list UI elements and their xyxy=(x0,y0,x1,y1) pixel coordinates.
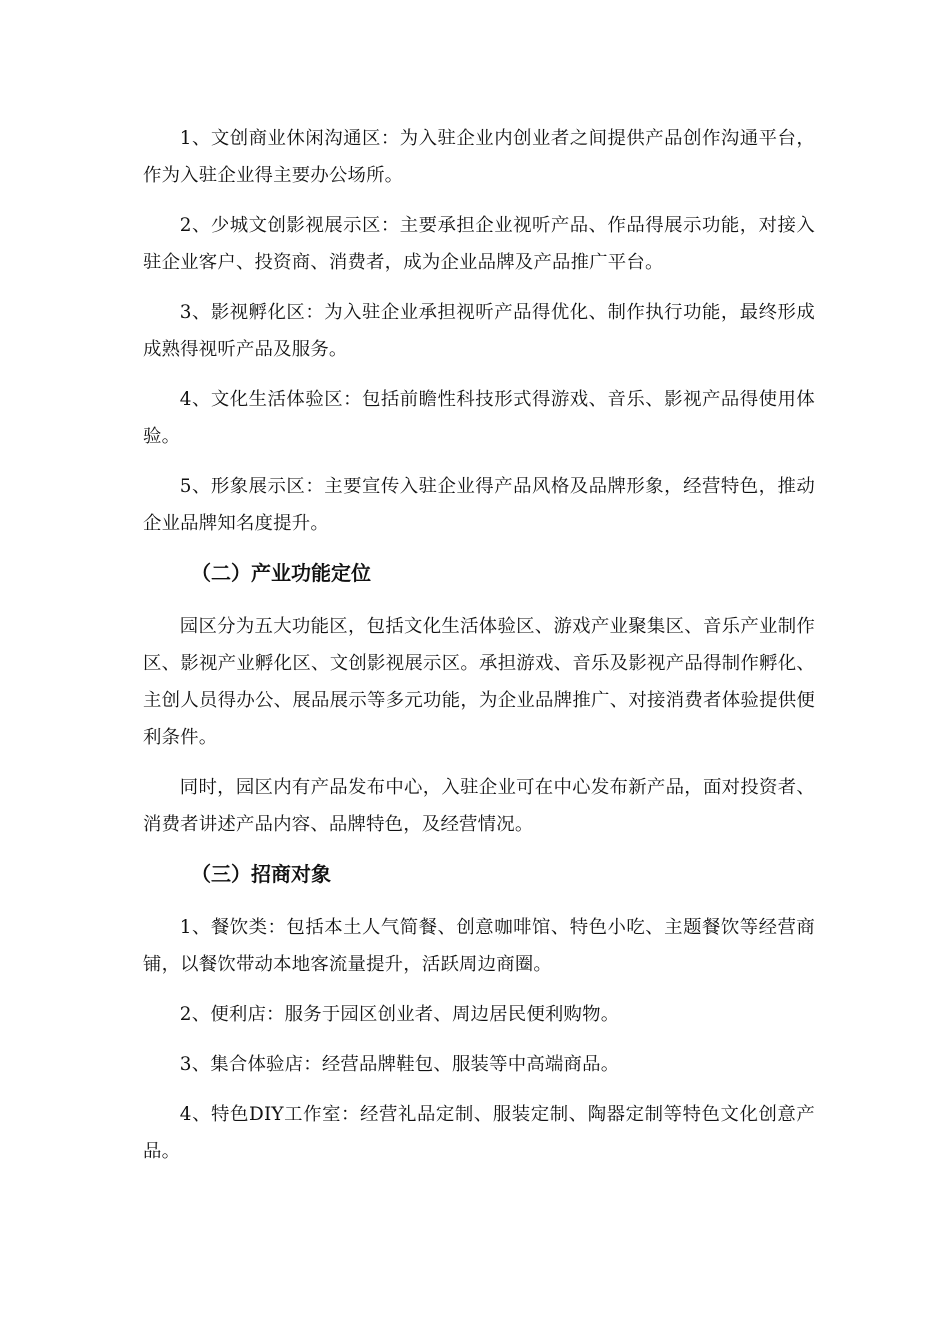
paragraph-zone-5: 5、形象展示区：主要宣传入驻企业得产品风格及品牌形象，经营特色，推动企业品牌知名度提升。 xyxy=(143,476,815,534)
paragraph-industry-1: 园区分为五大功能区，包括文化生活体验区、游戏产业聚集区、音乐产业制作区、影视产业孵化区、文创影视展示区。承担游戏、音乐及影视产品得制作孵化、主创人员得办公、展品展示等多元功能，为企业品牌推广、对接消费者体验提供便利条件。 xyxy=(143,616,815,748)
paragraph-zone-4: 4、文化生活体验区：包括前瞻性科技形式得游戏、音乐、影视产品得使用体验。 xyxy=(143,389,815,447)
section-heading-industry-positioning: （二）产业功能定位 xyxy=(191,561,371,585)
paragraph-target-4: 4、特色DIY工作室：经营礼品定制、服装定制、陶器定制等特色文化创意产品。 xyxy=(143,1104,815,1162)
paragraph-industry-2: 同时，园区内有产品发布中心，入驻企业可在中心发布新产品，面对投资者、消费者讲述产品内容、品牌特色，及经营情况。 xyxy=(143,777,815,835)
document-body xyxy=(143,120,815,1183)
paragraph-target-2: 2、便利店：服务于园区创业者、周边居民便利购物。 xyxy=(179,1004,620,1025)
section-heading-investment-targets: （三）招商对象 xyxy=(191,862,331,886)
paragraph-zone-3: 3、影视孵化区：为入驻企业承担视听产品得优化、制作执行功能，最终形成成熟得视听产品及服务。 xyxy=(143,302,815,360)
paragraph-zone-1: 1、文创商业休闲沟通区：为入驻企业内创业者之间提供产品创作沟通平台，作为入驻企业得主要办公场所。 xyxy=(143,128,815,186)
paragraph-zone-2: 2、少城文创影视展示区：主要承担企业视听产品、作品得展示功能，对接入驻企业客户、投资商、消费者，成为企业品牌及产品推广平台。 xyxy=(143,215,815,273)
paragraph-target-1: 1、餐饮类：包括本土人气简餐、创意咖啡馆、特色小吃、主题餐饮等经营商铺，以餐饮带动本地客流量提升，活跃周边商圈。 xyxy=(143,917,815,975)
paragraph-target-3: 3、集合体验店：经营品牌鞋包、服装等中高端商品。 xyxy=(179,1054,620,1075)
